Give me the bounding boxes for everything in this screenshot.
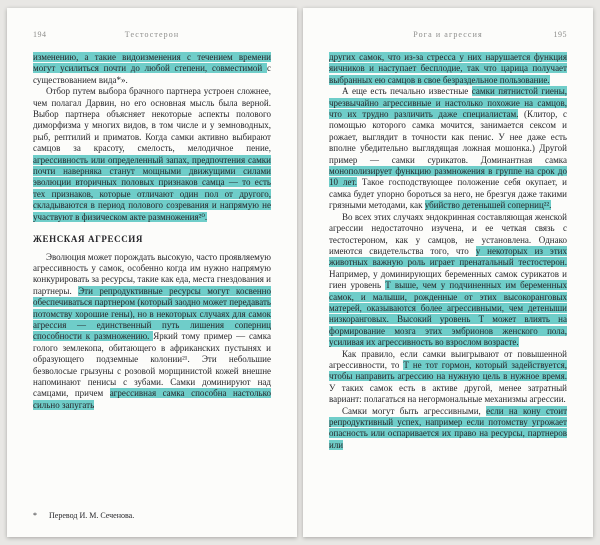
paragraph xyxy=(33,252,271,412)
page-body-left xyxy=(33,52,271,501)
text-segment: А еще есть печально известные xyxy=(342,86,472,97)
highlighted-text: убийство детенышей соперниц²². xyxy=(424,200,552,211)
page-header-left xyxy=(33,30,271,39)
paragraph xyxy=(33,86,271,223)
paragraph xyxy=(329,406,567,452)
footnote-marker: * xyxy=(33,511,37,520)
text-segment: Такое господствующее положение себя окупает, и самка будет упорно бороться за него, не брезгуя даже такими грязными методами, как xyxy=(329,177,567,211)
highlighted-text: изменению, а такие видоизменения с течением времени могут усилиться почти до любой степени, совместимой xyxy=(33,52,271,74)
highlighted-text: Т выше, чем у подчиненных им беременных самок, и малыши, рожденные от этих высокоранговых матерей, оказываются более агрессивными, чем детеныши низкоранговых. Высокий уровень Т может влиять на формирование мозга этих эмбрионов женского пола, усиливая их агрессивность во взрослом возрасте. xyxy=(329,280,567,348)
text-segment: Как правило, если самки выигрывают от повышенной агрессивности, то xyxy=(329,348,567,370)
highlighted-text: агрессивность или определенный запах, предпочтения самки почти наверняка станут мощными движущими силами эволюции вторичных половых признаков самца — то есть тех признаков, которые отличают один пол от другого, складываются в период полового созревания и напрямую не участвуют в физическом акте размножения²⁰. xyxy=(33,154,271,222)
paragraph xyxy=(329,212,567,349)
paragraph xyxy=(329,349,567,406)
page-header-right xyxy=(329,30,567,39)
footnote-text: Перевод И. М. Сеченова. xyxy=(49,511,135,520)
text-segment: У таких самок есть в активе другой, менее затратный вариант: полагаться на негормональные механизмы агрессии. xyxy=(329,382,567,405)
highlighted-text: других самок, что из-за стресса у них нарушается функция яичников и наступает бесплодие, так что царица получает выбранных ею самцов в свое безраздельное пользование. xyxy=(329,52,567,85)
footnote xyxy=(33,511,271,521)
highlighted-text: Эти репродуктивные ресурсы могут косвенно обеспечиваться партнером (который заодно может передавать потомству хорошие гены), но в некоторых случаях для самок агрессия — единственный путь лишения соперниц способности к размножению. xyxy=(33,285,271,342)
paragraph xyxy=(329,86,567,211)
highlighted-text: самки пятнистой гиены, чрезвычайно агрессивные и настолько похожие на самцов, что их трудно различить даже специалистам. xyxy=(329,86,568,120)
text-segment: Отбор путем выбора брачного партнера устроен сложнее, чем полагал Дарвин, но его основная мысль была верной. Выбор партнера объясняет некоторые аспекты полового диморфизма у многих видов, в том числе и у земноводных, рыб, рептилий и приматов. Когда самки активно выбирают самцов за красоту, смелость, мелодичное пение, xyxy=(33,86,271,154)
text-segment: Яркий тому пример — самка голого землекопа, обитающего в африканских пустынях и образующего подземные колонии²¹. Эти небольшие безволосые грызуны с розовой морщинистой кожей внешне напоминают пенисы с зубами. Самки доминируют над самцами, причем xyxy=(33,331,271,399)
highlighted-text: монополизирует функцию размножения в группе на срок до 10 лет. xyxy=(329,166,567,188)
section-heading: ЖЕНСКАЯ АГРЕССИЯ xyxy=(33,234,144,245)
text-segment: Самки могут быть агрессивными, xyxy=(342,405,487,416)
text-segment: Во всех этих случаях эндокринная составляющая женской агрессии недостаточно изучена, и ее четкая связь с тестостероном, как у самцов, не установлена. Однако имеются свидетельства того, что xyxy=(329,211,567,256)
paragraph xyxy=(33,52,271,86)
page-number-left: 194 xyxy=(33,30,47,39)
highlighted-text: Т не тот гормон, который задействуется, чтобы направить агрессию на нужную цель в нужное время. xyxy=(329,359,567,382)
page-body-right xyxy=(329,52,567,521)
text-segment: (Клитор, с помощью которого самка мочится, занимается сексом и рожает, выглядит в точности как пенис. У нее даже есть вполне убедительно выглядящая ложная мошонка.) Другой пример — самки сурикатов. Доминантная самка xyxy=(329,109,567,165)
running-title-left: Тестостерон xyxy=(124,30,180,39)
page-number-right: 195 xyxy=(553,30,567,39)
running-title-right: Рога и агрессия xyxy=(413,30,483,39)
page-left xyxy=(7,8,297,537)
highlighted-text: если на кону стоит репродуктивный успех, например если потомству угрожает опасность или оспаривается их право на ресурсы, партнеров или xyxy=(329,405,568,450)
text-segment: Например, у доминирующих беременных самок сурикатов и гиен уровень xyxy=(329,268,567,291)
text-segment: Эволюция может порождать высокую, часто проявляемую агрессивность у самок, особенно когда им нужно напрямую конкурировать за ресурсы, такие как еда, места гнездования и партнеры. xyxy=(33,251,271,296)
text-segment: с существованием вида*». xyxy=(33,63,271,85)
highlighted-text: агрессивная самка способна настолько сильно запугать xyxy=(33,388,271,410)
paragraph xyxy=(329,52,567,86)
page-right xyxy=(303,8,593,537)
highlighted-text: у некоторых из этих животных важную роль играет пренатальный тестостерон. xyxy=(329,245,567,268)
